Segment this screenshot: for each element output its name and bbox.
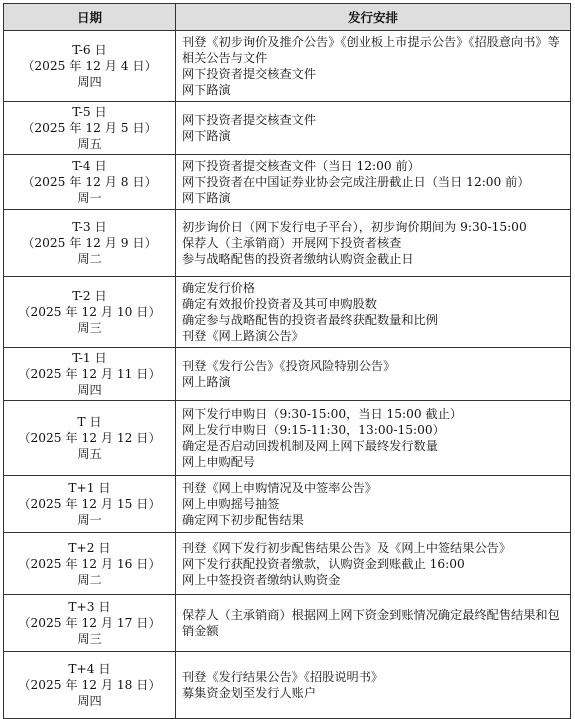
- weekday-label: 周二: [77, 252, 102, 266]
- schedule-item: 刊登《网下发行初步配售结果公告》及《网上中签结果公告》: [182, 540, 512, 555]
- schedule-body: [4, 31, 571, 719]
- trading-day-label: T-5 日: [72, 105, 107, 119]
- weekday-label: 周五: [77, 137, 102, 151]
- date-cell: [4, 533, 176, 595]
- schedule-cell: [176, 31, 571, 102]
- date-cell: [4, 31, 176, 102]
- weekday-label: 周四: [77, 383, 102, 397]
- date-cell: [4, 210, 176, 277]
- trading-day-label: T-2 日: [72, 289, 107, 303]
- calendar-date: （2025 年 12 月 12 日）: [18, 431, 161, 445]
- table-row: [4, 476, 571, 533]
- trading-day-label: T+2 日: [68, 540, 111, 555]
- schedule-item: 确定参与战略配售的投资者最终获配数量和比例: [182, 313, 438, 327]
- table-row: [4, 595, 571, 652]
- calendar-date: （2025 年 12 月 4 日）: [22, 59, 157, 73]
- date-cell: [4, 348, 176, 401]
- date-cell: [4, 652, 176, 719]
- schedule-item: 网下投资者在中国证券业协会完成注册截止日（当日 12:00 前）: [182, 175, 530, 189]
- trading-day-label: T-1 日: [72, 351, 107, 365]
- schedule-item: 网下投资者提交核查文件: [182, 113, 317, 127]
- table-row: [4, 31, 571, 102]
- weekday-label: 周一: [77, 513, 102, 527]
- schedule-item: 网下投资者提交核查文件: [182, 67, 317, 81]
- trading-day-label: T-6 日: [72, 43, 107, 57]
- header-date: 日期: [4, 4, 176, 31]
- schedule-cell: [176, 277, 571, 348]
- date-cell: [4, 476, 176, 533]
- date-cell: [4, 102, 176, 155]
- issuance-schedule-table: [3, 3, 571, 719]
- schedule-item: 保荐人（主承销商）开展网下投资者核查: [182, 236, 402, 250]
- schedule-cell: [176, 533, 571, 595]
- weekday-label: 周二: [77, 572, 102, 587]
- schedule-cell: [176, 155, 571, 210]
- schedule-item: 网下路演: [182, 129, 231, 143]
- schedule-item: 刊登《发行公告》《投资风险特别公告》: [182, 359, 396, 373]
- schedule-item: 刊登《网上路演公告》: [182, 329, 304, 343]
- schedule-cell: [176, 595, 571, 652]
- schedule-cell: [176, 348, 571, 401]
- table-row: [4, 102, 571, 155]
- calendar-date: （2025 年 12 月 11 日）: [18, 367, 161, 381]
- schedule-cell: [176, 210, 571, 277]
- schedule-item: 网下发行获配投资者缴款，认购资金到账截止 16:00: [182, 556, 465, 571]
- schedule-item: 网上申购配号: [182, 455, 256, 469]
- weekday-label: 周一: [77, 191, 102, 205]
- schedule-item: 确定发行价格: [182, 281, 256, 295]
- trading-day-label: T-3 日: [72, 220, 107, 234]
- calendar-date: （2025 年 12 月 17 日）: [18, 616, 161, 630]
- schedule-item: 保荐人（主承销商）根据网上网下资金到账情况确定最终配售结果和包销金额: [182, 608, 560, 638]
- table-row: [4, 277, 571, 348]
- schedule-item: 确定是否启动回拨机制及网上网下最终发行数量: [182, 439, 438, 453]
- date-cell: [4, 401, 176, 476]
- trading-day-label: T+1 日: [68, 481, 111, 495]
- weekday-label: 周三: [77, 321, 102, 335]
- schedule-item: 初步询价日（网下发行电子平台），初步询价期间为 9:30-15:00: [182, 220, 527, 234]
- table-row: [4, 401, 571, 476]
- table-row: [4, 652, 571, 719]
- trading-day-label: T+3 日: [68, 600, 111, 614]
- table-row: [4, 210, 571, 277]
- table-row: [4, 348, 571, 401]
- schedule-item: 网下投资者提交核查文件（当日 12:00 前）: [182, 159, 420, 173]
- schedule-item: 网下路演: [182, 191, 231, 205]
- schedule-item: 刊登《网上申购情况及中签率公告》: [182, 481, 377, 495]
- weekday-label: 周五: [77, 447, 102, 461]
- calendar-date: （2025 年 12 月 8 日）: [22, 175, 157, 189]
- trading-day-label: T-4 日: [72, 159, 107, 173]
- header-schedule: 发行安排: [176, 4, 571, 31]
- calendar-date: （2025 年 12 月 5 日）: [22, 121, 157, 135]
- schedule-item: 网下发行申购日（9:30-15:00，当日 15:00 截止）: [182, 407, 463, 421]
- calendar-date: （2025 年 12 月 9 日）: [22, 236, 157, 250]
- schedule-item: 刊登《发行结果公告》《招股说明书》: [182, 670, 384, 684]
- schedule-item: 网下路演: [182, 83, 231, 97]
- calendar-date: （2025 年 12 月 18 日）: [18, 678, 161, 692]
- schedule-cell: [176, 476, 571, 533]
- calendar-date: （2025 年 12 月 10 日）: [18, 305, 161, 319]
- date-cell: [4, 277, 176, 348]
- schedule-item: 网上中签投资者缴纳认购资金: [182, 572, 341, 587]
- schedule-cell: [176, 401, 571, 476]
- weekday-label: 周三: [77, 632, 102, 646]
- date-cell: [4, 595, 176, 652]
- schedule-item: 确定网下初步配售结果: [182, 513, 304, 527]
- schedule-item: 网上路演: [182, 375, 231, 389]
- trading-day-label: T+4 日: [68, 662, 111, 676]
- schedule-item: 网上发行申购日（9:15-11:30，13:00-15:00）: [182, 423, 445, 437]
- schedule-item: 确定有效报价投资者及其可申购股数: [182, 297, 377, 311]
- table-row: [4, 155, 571, 210]
- schedule-cell: [176, 102, 571, 155]
- calendar-date: （2025 年 12 月 15 日）: [18, 497, 161, 511]
- date-cell: [4, 155, 176, 210]
- trading-day-label: T 日: [77, 415, 102, 429]
- calendar-date: （2025 年 12 月 16 日）: [18, 556, 161, 571]
- header-row: [4, 4, 571, 31]
- schedule-item: 刊登《初步询价及推介公告》《创业板上市提示公告》《招股意向书》等相关公告与文件: [182, 35, 560, 65]
- weekday-label: 周四: [77, 694, 102, 708]
- schedule-cell: [176, 652, 571, 719]
- schedule-item: 网上申购摇号抽签: [182, 497, 280, 511]
- schedule-item: 参与战略配售的投资者缴纳认购资金截止日: [182, 252, 414, 266]
- table-row: [4, 533, 571, 595]
- schedule-item: 募集资金划至发行人账户: [182, 686, 317, 700]
- weekday-label: 周四: [77, 75, 102, 89]
